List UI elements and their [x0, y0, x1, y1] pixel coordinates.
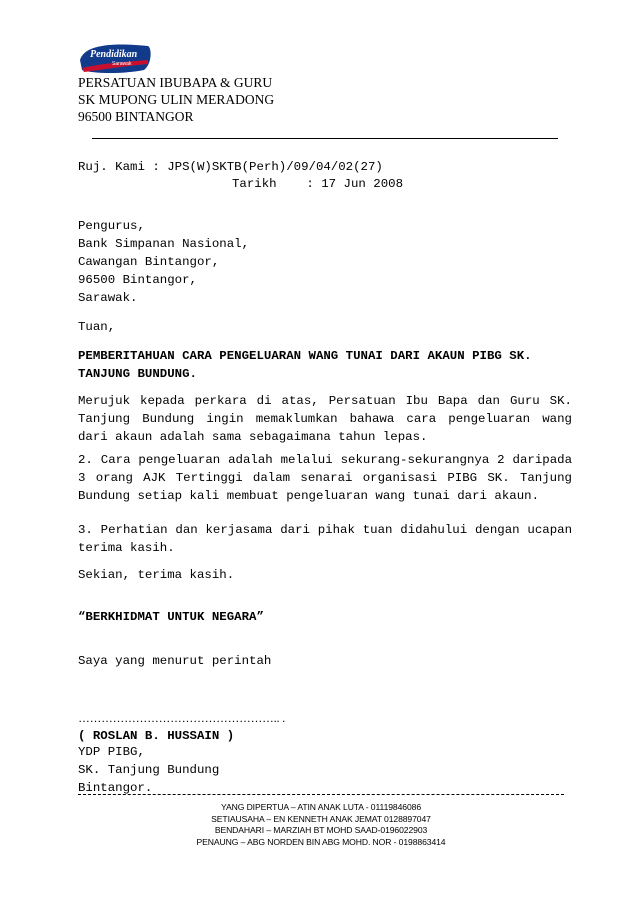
letterhead-line-2: SK MUPONG ULIN MERADONG [78, 92, 275, 107]
recipient-line-5: Sarawak. [78, 291, 138, 305]
recipient-address [78, 217, 249, 307]
body-paragraph-2: 2. Cara pengeluaran adalah melalui sekurang-sekurangnya 2 daripada 3 orang AJK Tertinggi dalam senarai organisasi PIBG SK. Tanjung Bundung setiap kali membuat pengeluaran wang tunai dari akaun. [78, 453, 572, 504]
svg-text:Pendidikan: Pendidikan [90, 49, 138, 60]
signatory-line-1: YDP PIBG, [78, 745, 145, 759]
motto: “BERKHIDMAT UNTUK NEGARA” [78, 610, 264, 624]
body-paragraph-1: Merujuk kepada perkara di atas, Persatuan Ibu Bapa dan Guru SK. Tanjung Bundung ingin memaklumkan bahawa cara pengeluaran wang dari akaun adalah sama sebagaimana tahun lepas. [78, 394, 572, 445]
letter-date: Tarikh : 17 Jun 2008 [232, 177, 404, 191]
closing-line: Sekian, terima kasih. [78, 568, 235, 582]
letterhead [78, 74, 274, 125]
body-paragraph-3: 3. Perhatian dan kerjasama dari pihak tuan didahului dengan ucapan terima kasih. [78, 523, 572, 556]
header-divider [92, 138, 558, 139]
recipient-line-4: 96500 Bintangor, [78, 273, 197, 287]
recipient-line-2: Bank Simpanan Nasional, [78, 237, 250, 251]
footer-line-1: YANG DIPERTUA – ATIN ANAK LUTA - 01119846086 [220, 802, 422, 812]
footer-line-3: BENDAHARI – MARZIAH BT MOHD SAAD-0196022903 [214, 825, 428, 836]
recipient-line-3: Cawangan Bintangor, [78, 255, 220, 269]
letter-subject: PEMBERITAHUAN CARA PENGELUARAN WANG TUNAI DARI AKAUN PIBG SK. TANJUNG BUNDUNG. [78, 349, 532, 381]
footer-divider [78, 794, 564, 795]
signatory-name: ( ROSLAN B. HUSSAIN ) [78, 729, 235, 743]
signatory-line-3: Bintangor. [78, 781, 153, 795]
footer-committee [78, 802, 564, 848]
pendidikan-sarawak-logo [78, 40, 154, 74]
letterhead-line-1: PERSATUAN IBUBAPA & GURU [78, 75, 273, 90]
reference-number: Ruj. Kami : JPS(W)SKTB(Perh)/09/04/02(27) [78, 160, 383, 174]
footer-line-4: PENAUNG – ABG NORDEN BIN ABG MOHD. NOR - 0198863414 [196, 836, 446, 847]
signatory-line-2: SK. Tanjung Bundung [78, 763, 220, 777]
signature-line: …………………………………………….. . [78, 711, 285, 725]
footer-line-2: SETIAUSAHA – EN KENNETH ANAK JEMAT 0128897047 [211, 813, 431, 824]
signatory-position [78, 743, 219, 797]
salutation: Tuan, [78, 320, 116, 334]
svg-text:Sarawak: Sarawak [112, 61, 132, 67]
recipient-line-1: Pengurus, [78, 219, 145, 233]
yours-faithfully: Saya yang menurut perintah [78, 654, 272, 668]
letterhead-line-3: 96500 BINTANGOR [78, 109, 194, 124]
